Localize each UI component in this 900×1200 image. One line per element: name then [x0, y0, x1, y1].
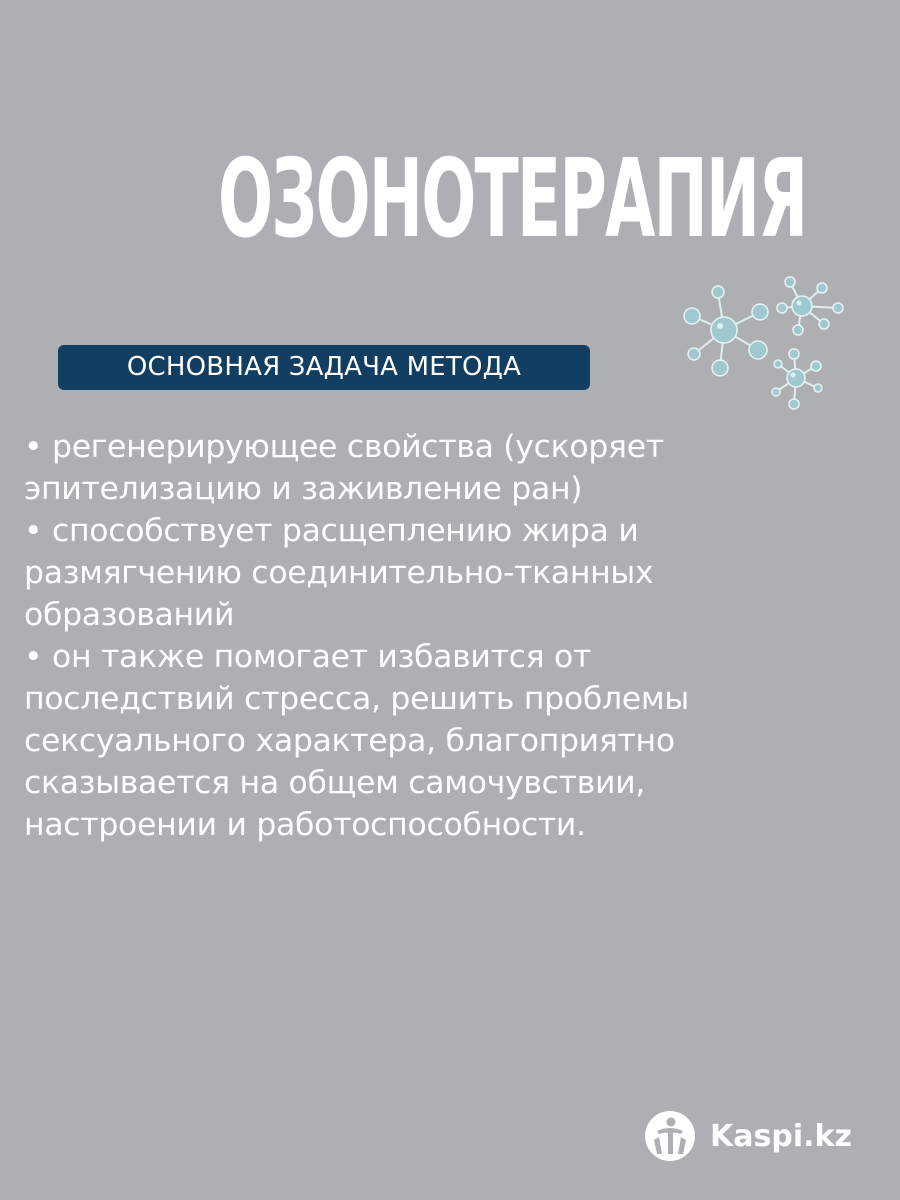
body-line: эпителизацию и заживление ран) [24, 471, 583, 507]
molecule-icon [672, 268, 852, 418]
body-line: последствий стресса, решить проблемы [24, 681, 689, 717]
body-line: • способствует расщеплению жира и [24, 513, 639, 549]
section-badge: ОСНОВНАЯ ЗАДАЧА МЕТОДА [58, 345, 590, 390]
benefits-text [24, 426, 884, 846]
body-line: • он также помогает избавится от [24, 639, 592, 675]
body-line: размягчению соединительно-тканных [24, 555, 654, 591]
page-title: ОЗОНОТЕРАПИЯ [218, 137, 807, 262]
kaspi-logo-text: Kaspi.kz [710, 1118, 852, 1154]
kaspi-logo-icon [644, 1110, 696, 1162]
body-line: образований [24, 597, 235, 633]
body-line: • регенерирующее свойства (ускоряет [24, 429, 664, 465]
body-line: сексуального характера, благоприятно [24, 723, 675, 759]
body-line: сказывается на общем самочувствии, [24, 765, 646, 801]
body-line: настроении и работоспособности. [24, 807, 586, 843]
kaspi-logo [644, 1108, 852, 1164]
